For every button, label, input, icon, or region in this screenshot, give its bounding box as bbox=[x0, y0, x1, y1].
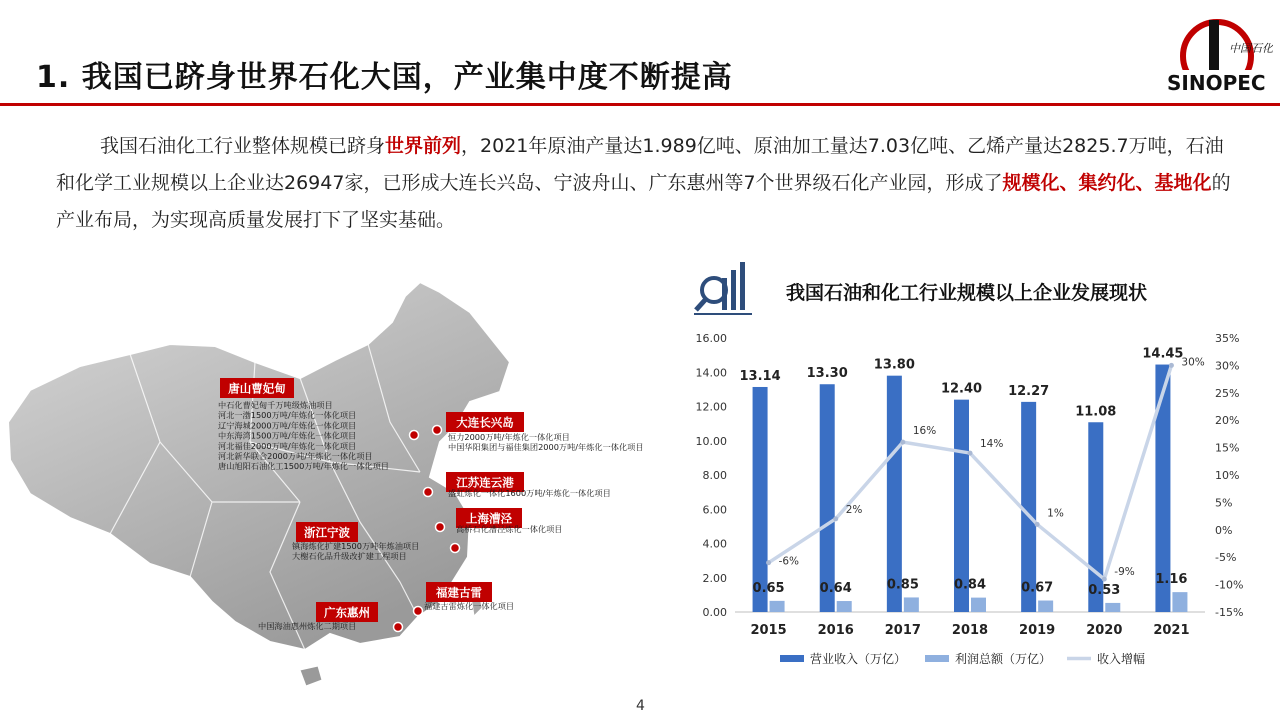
y-tick-label: 4.00 bbox=[702, 537, 727, 551]
base-project: 河北福佳2000万吨/年炼化一体化项目 bbox=[218, 440, 357, 451]
profit-data-label: 0.64 bbox=[819, 581, 852, 597]
growth-point bbox=[1035, 522, 1040, 527]
logo-cn-text: 中国石化 bbox=[1229, 42, 1273, 55]
growth-data-label: 16% bbox=[912, 425, 937, 438]
base-dot bbox=[414, 607, 423, 616]
y2-tick-label: 0% bbox=[1215, 523, 1233, 537]
revenue-data-label: 11.08 bbox=[1075, 404, 1117, 420]
y-tick-label: 6.00 bbox=[702, 503, 727, 517]
profit-bar bbox=[1172, 592, 1187, 612]
base-project: 大榭石化品升级改扩建工程项目 bbox=[292, 551, 407, 562]
title-underline bbox=[0, 103, 1280, 106]
base-project: 福建古雷炼化一体化项目 bbox=[424, 601, 515, 611]
profit-bar bbox=[1038, 601, 1053, 612]
profit-data-label: 0.84 bbox=[953, 577, 987, 593]
revenue-data-label: 13.80 bbox=[873, 357, 915, 373]
x-tick-label: 2015 bbox=[750, 623, 787, 638]
profit-data-label: 0.65 bbox=[752, 580, 785, 596]
revenue-bar bbox=[820, 384, 835, 612]
sinopec-logo bbox=[1163, 18, 1273, 100]
revenue-data-label: 13.14 bbox=[739, 368, 781, 384]
base-project: 镇海炼化扩建1500万吨年炼油项目 bbox=[292, 541, 420, 551]
y2-tick-label: 35% bbox=[1215, 332, 1240, 345]
y2-tick-label: 5% bbox=[1215, 496, 1233, 510]
profit-data-label: 1.16 bbox=[1155, 572, 1188, 588]
base-dot bbox=[433, 426, 442, 435]
y2-tick-label: 15% bbox=[1215, 441, 1240, 455]
base-label: 唐山曹妃甸 bbox=[228, 381, 286, 396]
legend-label: 收入增幅 bbox=[1097, 652, 1146, 666]
intro-text-3: 的产业布局，为实现高质量发展打下了坚实基础。 bbox=[56, 172, 1231, 231]
x-tick-label: 2016 bbox=[817, 623, 854, 638]
base-project: 中国海油惠州炼化二期项目 bbox=[258, 621, 357, 631]
y2-tick-label: -10% bbox=[1215, 578, 1244, 592]
growth-point bbox=[1169, 363, 1174, 368]
revenue-data-label: 12.27 bbox=[1008, 383, 1050, 399]
y-tick-label: 14.00 bbox=[695, 366, 727, 380]
base-project: 高桥石化漕泾炼化一体化项目 bbox=[456, 524, 563, 534]
growth-point bbox=[968, 451, 973, 456]
growth-data-label: 2% bbox=[845, 503, 863, 516]
base-label: 福建古雷 bbox=[436, 585, 482, 600]
profit-data-label: 0.85 bbox=[886, 577, 919, 593]
profit-data-label: 0.67 bbox=[1021, 580, 1054, 596]
enterprise-chart bbox=[680, 318, 1280, 678]
base-dot bbox=[451, 544, 460, 553]
legend-label: 营业收入（万亿） bbox=[810, 652, 907, 666]
chart-title: 我国石油和化工行业规模以上企业发展现状 bbox=[786, 282, 1148, 304]
revenue-bar bbox=[753, 387, 768, 612]
revenue-data-label: 12.40 bbox=[940, 381, 983, 397]
growth-data-label: 14% bbox=[980, 438, 1004, 451]
profit-bar bbox=[770, 601, 785, 612]
base-dot bbox=[424, 488, 433, 497]
growth-point bbox=[900, 440, 905, 445]
map-overlay bbox=[0, 272, 700, 702]
x-tick-label: 2021 bbox=[1153, 623, 1190, 638]
growth-data-label: 30% bbox=[1181, 356, 1205, 369]
y-tick-label: 0.00 bbox=[702, 606, 727, 619]
profit-bar bbox=[971, 598, 986, 612]
intro-highlight-2: 规模化、集约化、基地化 bbox=[1002, 172, 1212, 194]
profit-bar bbox=[837, 601, 852, 612]
profit-bar bbox=[1105, 603, 1120, 612]
base-marker-7 bbox=[258, 602, 403, 632]
legend-item bbox=[780, 651, 906, 666]
base-marker-5 bbox=[292, 522, 460, 561]
y2-tick-label: 25% bbox=[1215, 386, 1240, 400]
base-marker-2 bbox=[433, 412, 644, 452]
profit-bar bbox=[904, 597, 919, 612]
x-tick-label: 2018 bbox=[951, 623, 989, 638]
y-tick-label: 8.00 bbox=[702, 469, 727, 482]
intro-text-1: 我国石油化工行业整体规模已跻身 bbox=[100, 135, 386, 157]
growth-point bbox=[766, 560, 771, 565]
base-project: 盛虹炼化一体化1600万吨/年炼化一体化项目 bbox=[448, 488, 611, 498]
y2-tick-label: 10% bbox=[1215, 469, 1240, 482]
growth-data-label: -6% bbox=[778, 555, 800, 568]
growth-point bbox=[1102, 577, 1107, 582]
base-label: 上海漕泾 bbox=[466, 511, 512, 526]
base-dot bbox=[394, 623, 403, 632]
y-tick-label: 16.00 bbox=[695, 332, 727, 345]
legend-label: 利润总额（万亿） bbox=[955, 652, 1052, 666]
legend-swatch bbox=[925, 655, 949, 662]
legend-item bbox=[925, 651, 1051, 666]
chart-header bbox=[694, 258, 1280, 318]
x-tick-label: 2020 bbox=[1086, 623, 1123, 638]
base-dot bbox=[436, 523, 445, 532]
base-marker-1 bbox=[218, 378, 419, 471]
chart-growth-icon bbox=[694, 258, 754, 316]
base-marker-4 bbox=[436, 508, 563, 534]
y-tick-label: 12.00 bbox=[695, 400, 727, 414]
y2-tick-label: 30% bbox=[1215, 359, 1240, 373]
x-tick-label: 2019 bbox=[1019, 623, 1056, 638]
base-project: 中国华阳集团与福佳集团2000万吨/年炼化一体化项目 bbox=[448, 442, 644, 453]
legend-item bbox=[1067, 651, 1145, 666]
revenue-data-label: 14.45 bbox=[1142, 346, 1184, 362]
base-label: 浙江宁波 bbox=[304, 525, 350, 540]
base-label: 广东惠州 bbox=[324, 605, 370, 620]
base-label: 大连长兴岛 bbox=[456, 415, 514, 430]
growth-data-label: 1% bbox=[1047, 507, 1064, 520]
intro-paragraph bbox=[56, 128, 1236, 239]
base-project: 中石化曹妃甸千万吨级炼油项目 bbox=[218, 400, 333, 410]
y2-tick-label: -15% bbox=[1215, 606, 1244, 619]
y-tick-label: 10.00 bbox=[695, 434, 727, 448]
intro-text-2: ，2021年原油产量达1.989亿吨、原油加工量达7.03亿吨、乙烯产量达2825.7万吨，石油和化学工业规模以上企业达26947家，已形成大连长兴岛、宁波舟山、广东惠州等7个世界级石化产业园，形成了 bbox=[56, 135, 1224, 194]
logo-brand-text: SINOPEC bbox=[1167, 71, 1266, 95]
growth-data-label: -9% bbox=[1114, 566, 1135, 579]
y-tick-label: 2.00 bbox=[702, 571, 727, 585]
base-project: 唐山旭阳石油化工1500万吨/年炼化一体化项目 bbox=[218, 461, 389, 472]
y2-tick-label: -5% bbox=[1215, 551, 1237, 565]
profit-data-label: 0.53 bbox=[1088, 582, 1121, 598]
base-project: 恒力2000万吨/年炼化一体化项目 bbox=[448, 432, 570, 442]
page-number: 4 bbox=[636, 698, 645, 714]
base-project: 河北一渤1500万吨/年炼化一体化项目 bbox=[218, 410, 357, 421]
intro-highlight-1: 世界前列 bbox=[385, 135, 462, 157]
base-dot bbox=[410, 431, 419, 440]
base-project: 中东海湾1500万吨/年炼化一体化项目 bbox=[218, 430, 357, 441]
base-project: 辽宁海城2000万吨/年炼化一体化项目 bbox=[218, 420, 357, 431]
base-marker-3 bbox=[424, 472, 611, 498]
revenue-data-label: 13.30 bbox=[806, 366, 848, 382]
base-label: 江苏连云港 bbox=[456, 475, 514, 490]
y2-tick-label: 20% bbox=[1215, 414, 1240, 428]
growth-point bbox=[833, 516, 838, 521]
legend-swatch bbox=[780, 655, 804, 662]
page-title: 1. 我国已跻身世界石化大国，产业集中度不断提高 bbox=[36, 60, 733, 95]
x-tick-label: 2017 bbox=[884, 623, 921, 638]
base-project: 河北新华联合2000万吨/年炼化一体化项目 bbox=[218, 451, 373, 461]
base-marker-6 bbox=[414, 582, 515, 616]
